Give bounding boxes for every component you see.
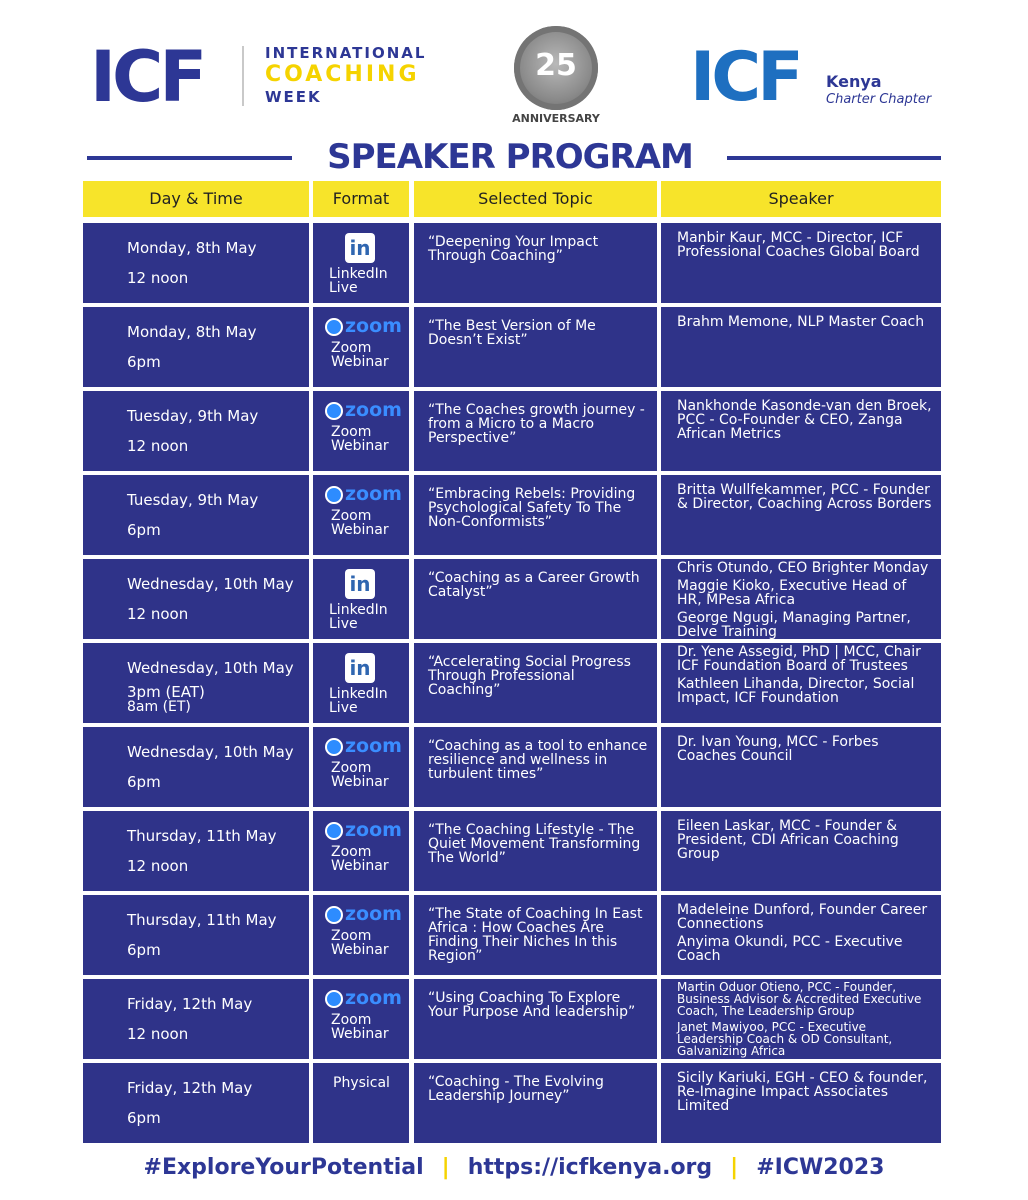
header-day-time: Day & Time (83, 181, 309, 217)
day-time-cell (83, 727, 309, 807)
footer-separator: | (441, 1155, 450, 1180)
table-row (0, 559, 1028, 639)
speaker-entry: Dr. Yene Assegid, PhD | MCC, Chair ICF Foundation Board of Trustees (677, 644, 921, 674)
day-text: Wednesday, 10th May (127, 743, 294, 761)
day-time-cell (83, 643, 309, 723)
day-text: Monday, 8th May (127, 239, 257, 257)
speaker-list (677, 645, 935, 709)
badge-number: 25 (535, 48, 577, 83)
icw-line-1: INTERNATIONAL (265, 44, 427, 62)
speaker-entry: Britta Wullfekammer, PCC - Founder & Director, Coaching Across Borders (677, 482, 932, 512)
speaker-entry: Eileen Laskar, MCC - Founder & President, CDI African Coaching Group (677, 818, 899, 862)
footer-hashtag-potential[interactable]: #ExploreYourPotential (143, 1155, 424, 1180)
table-row (0, 811, 1028, 891)
format-cell (313, 643, 409, 723)
speaker-list (677, 483, 935, 515)
speaker-entry: Chris Otundo, CEO Brighter Monday (677, 560, 929, 576)
logo-divider (242, 46, 244, 106)
format-cell (313, 391, 409, 471)
speaker-list (677, 1071, 935, 1117)
day-text: Friday, 12th May (127, 995, 253, 1013)
format-cell (313, 559, 409, 639)
day-time-cell (83, 391, 309, 471)
zoom-camera-icon (325, 906, 343, 924)
format-label: LinkedIn Live (329, 602, 388, 632)
topic-cell (414, 895, 657, 975)
format-label: Zoom Webinar (331, 340, 389, 370)
topic-text: “The Coaching Lifestyle - The Quiet Movement Transforming The World” (428, 822, 641, 866)
speaker-entry: Madeleine Dunford, Founder Career Connections (677, 902, 928, 932)
speaker-entry: Kathleen Lihanda, Director, Social Impact, ICF Foundation (677, 676, 915, 706)
speaker-entry: Nankhonde Kasonde-van den Broek, PCC - Co-Founder & CEO, Zanga African Metrics (677, 398, 932, 442)
topic-cell (414, 979, 657, 1059)
day-time-cell (83, 1063, 309, 1143)
speaker-entry: Brahm Memone, NLP Master Coach (677, 314, 925, 330)
speaker-cell (661, 979, 941, 1059)
speaker-entry: Martin Oduor Otieno, PCC - Founder, Business Advisor & Accredited Executive Coach, The Leadership Group (677, 980, 922, 1018)
topic-cell (414, 475, 657, 555)
speaker-entry: Dr. Ivan Young, MCC - Forbes Coaches Council (677, 734, 879, 764)
linkedin-icon: in (345, 569, 375, 599)
speaker-cell (661, 559, 941, 639)
format-label: LinkedIn Live (329, 266, 388, 296)
day-text: Thursday, 11th May (127, 911, 277, 929)
day-text: Tuesday, 9th May (127, 407, 259, 425)
table-row (0, 895, 1028, 975)
topic-text: “The Coaches growth journey - from a Micro to a Macro Perspective” (428, 402, 645, 446)
format-label: Zoom Webinar (331, 424, 389, 454)
day-text: Wednesday, 10th May (127, 659, 294, 677)
anniversary-badge (514, 26, 599, 126)
format-cell (313, 895, 409, 975)
day-text: Monday, 8th May (127, 323, 257, 341)
topic-cell (414, 307, 657, 387)
day-text: Wednesday, 10th May (127, 575, 294, 593)
speaker-entry: Janet Mawiyoo, PCC - Executive Leadership Coach & OD Consultant, Galvanizing Africa (677, 1020, 893, 1058)
header-format: Format (313, 181, 409, 217)
time-text: 6pm (127, 521, 161, 539)
speaker-cell (661, 895, 941, 975)
day-time-cell (83, 895, 309, 975)
speaker-list (677, 903, 935, 967)
title-rule-left (87, 156, 292, 160)
zoom-camera-icon (325, 486, 343, 504)
speaker-entry: Manbir Kaur, MCC - Director, ICF Professional Coaches Global Board (677, 230, 920, 260)
footer-hashtag-icw[interactable]: #ICW2023 (756, 1155, 885, 1180)
time-secondary-text: 8am (ET) (127, 699, 191, 715)
table-row (0, 1063, 1028, 1143)
zoom-wordmark: zoom (345, 483, 402, 505)
time-text: 6pm (127, 773, 161, 791)
zoom-wordmark: zoom (345, 399, 402, 421)
zoom-wordmark: zoom (345, 819, 402, 841)
format-label: Zoom Webinar (331, 508, 389, 538)
speaker-list (677, 819, 935, 865)
zoom-camera-icon (325, 822, 343, 840)
zoom-wordmark: zoom (345, 987, 402, 1009)
format-cell (313, 727, 409, 807)
title-rule-right (727, 156, 941, 160)
speaker-cell (661, 727, 941, 807)
chapter-type: Charter Chapter (826, 92, 932, 107)
zoom-camera-icon (325, 318, 343, 336)
speaker-cell (661, 811, 941, 891)
day-time-cell (83, 811, 309, 891)
zoom-camera-icon (325, 990, 343, 1008)
time-text: 3pm (EAT) (127, 683, 205, 701)
topic-cell (414, 1063, 657, 1143)
format-cell (313, 307, 409, 387)
format-cell (313, 223, 409, 303)
header-topic: Selected Topic (414, 181, 657, 217)
day-text: Friday, 12th May (127, 1079, 253, 1097)
footer-website-link[interactable]: https://icfkenya.org (467, 1155, 713, 1180)
speaker-cell (661, 307, 941, 387)
topic-cell (414, 811, 657, 891)
time-text: 6pm (127, 353, 161, 371)
format-cell (313, 475, 409, 555)
title-row (0, 138, 1028, 176)
day-time-cell (83, 979, 309, 1059)
topic-text: “Coaching as a tool to enhance resilience and wellness in turbulent times” (428, 738, 648, 782)
speaker-list (677, 231, 935, 263)
footer-separator: | (730, 1155, 739, 1180)
time-text: 12 noon (127, 605, 189, 623)
table-row (0, 727, 1028, 807)
format-label: Zoom Webinar (331, 1012, 389, 1042)
table-row (0, 223, 1028, 303)
time-text: 6pm (127, 1109, 161, 1127)
topic-cell (414, 223, 657, 303)
icf-kenya-logo: ICF (690, 38, 800, 117)
topic-text: “Embracing Rebels: Providing Psychological Safety To The Non-Conformists” (428, 486, 636, 530)
speaker-entry: Anyima Okundi, PCC - Executive Coach (677, 934, 903, 964)
icf-logo: ICF (90, 36, 204, 118)
speaker-cell (661, 643, 941, 723)
time-text: 12 noon (127, 437, 189, 455)
format-label: Physical (333, 1075, 390, 1091)
table-row (0, 391, 1028, 471)
speaker-cell (661, 475, 941, 555)
icw-line-3: WEEK (265, 88, 322, 106)
topic-text: “Using Coaching To Explore Your Purpose And leadership” (428, 990, 636, 1020)
speaker-list (677, 561, 935, 639)
topic-text: “Deepening Your Impact Through Coaching” (428, 234, 599, 264)
format-label: Zoom Webinar (331, 928, 389, 958)
format-cell (313, 1063, 409, 1143)
topic-cell (414, 643, 657, 723)
topic-cell (414, 559, 657, 639)
day-time-cell (83, 475, 309, 555)
topic-text: “Coaching as a Career Growth Catalyst” (428, 570, 640, 600)
time-text: 12 noon (127, 857, 189, 875)
topic-cell (414, 391, 657, 471)
topic-cell (414, 727, 657, 807)
coaching-week-logo (265, 44, 426, 106)
topic-text: “Coaching - The Evolving Leadership Journey” (428, 1074, 604, 1104)
speaker-entry: Maggie Kioko, Executive Head of HR, MPesa Africa (677, 578, 907, 608)
format-cell (313, 979, 409, 1059)
linkedin-icon: in (345, 653, 375, 683)
format-label: LinkedIn Live (329, 686, 388, 716)
day-text: Thursday, 11th May (127, 827, 277, 845)
time-text: 12 noon (127, 269, 189, 287)
table-row (0, 307, 1028, 387)
table-row (0, 475, 1028, 555)
speaker-cell (661, 223, 941, 303)
table-row (0, 643, 1028, 723)
page-title: SPEAKER PROGRAM (327, 137, 693, 177)
footer (0, 1152, 1028, 1184)
speaker-list (677, 399, 935, 445)
zoom-wordmark: zoom (345, 903, 402, 925)
speaker-cell (661, 391, 941, 471)
format-label: Zoom Webinar (331, 760, 389, 790)
table-row (0, 979, 1028, 1059)
speaker-entry: Sicily Kariuki, EGH - CEO & founder, Re-Imagine Impact Associates Limited (677, 1070, 928, 1114)
speaker-entry: George Ngugi, Managing Partner, Delve Training (677, 610, 911, 639)
chapter-name: Kenya (826, 72, 882, 91)
day-text: Tuesday, 9th May (127, 491, 259, 509)
header-speaker: Speaker (661, 181, 941, 217)
time-text: 12 noon (127, 1025, 189, 1043)
format-cell (313, 811, 409, 891)
zoom-camera-icon (325, 738, 343, 756)
zoom-wordmark: zoom (345, 735, 402, 757)
topic-text: “The Best Version of Me Doesn’t Exist” (428, 318, 596, 348)
time-text: 6pm (127, 941, 161, 959)
format-label: Zoom Webinar (331, 844, 389, 874)
day-time-cell (83, 223, 309, 303)
speaker-list (677, 315, 935, 333)
linkedin-icon: in (345, 233, 375, 263)
speaker-list (677, 981, 935, 1059)
icw-line-2: COACHING (265, 62, 420, 87)
badge-text: ANNIVERSARY (512, 112, 600, 125)
day-time-cell (83, 559, 309, 639)
zoom-camera-icon (325, 402, 343, 420)
header (0, 0, 1028, 135)
day-time-cell (83, 307, 309, 387)
topic-text: “Accelerating Social Progress Through Professional Coaching” (428, 654, 631, 698)
topic-text: “The State of Coaching In East Africa : How Coaches Are Finding Their Niches In this Region” (428, 906, 643, 964)
speaker-cell (661, 1063, 941, 1143)
speaker-list (677, 735, 935, 767)
zoom-wordmark: zoom (345, 315, 402, 337)
